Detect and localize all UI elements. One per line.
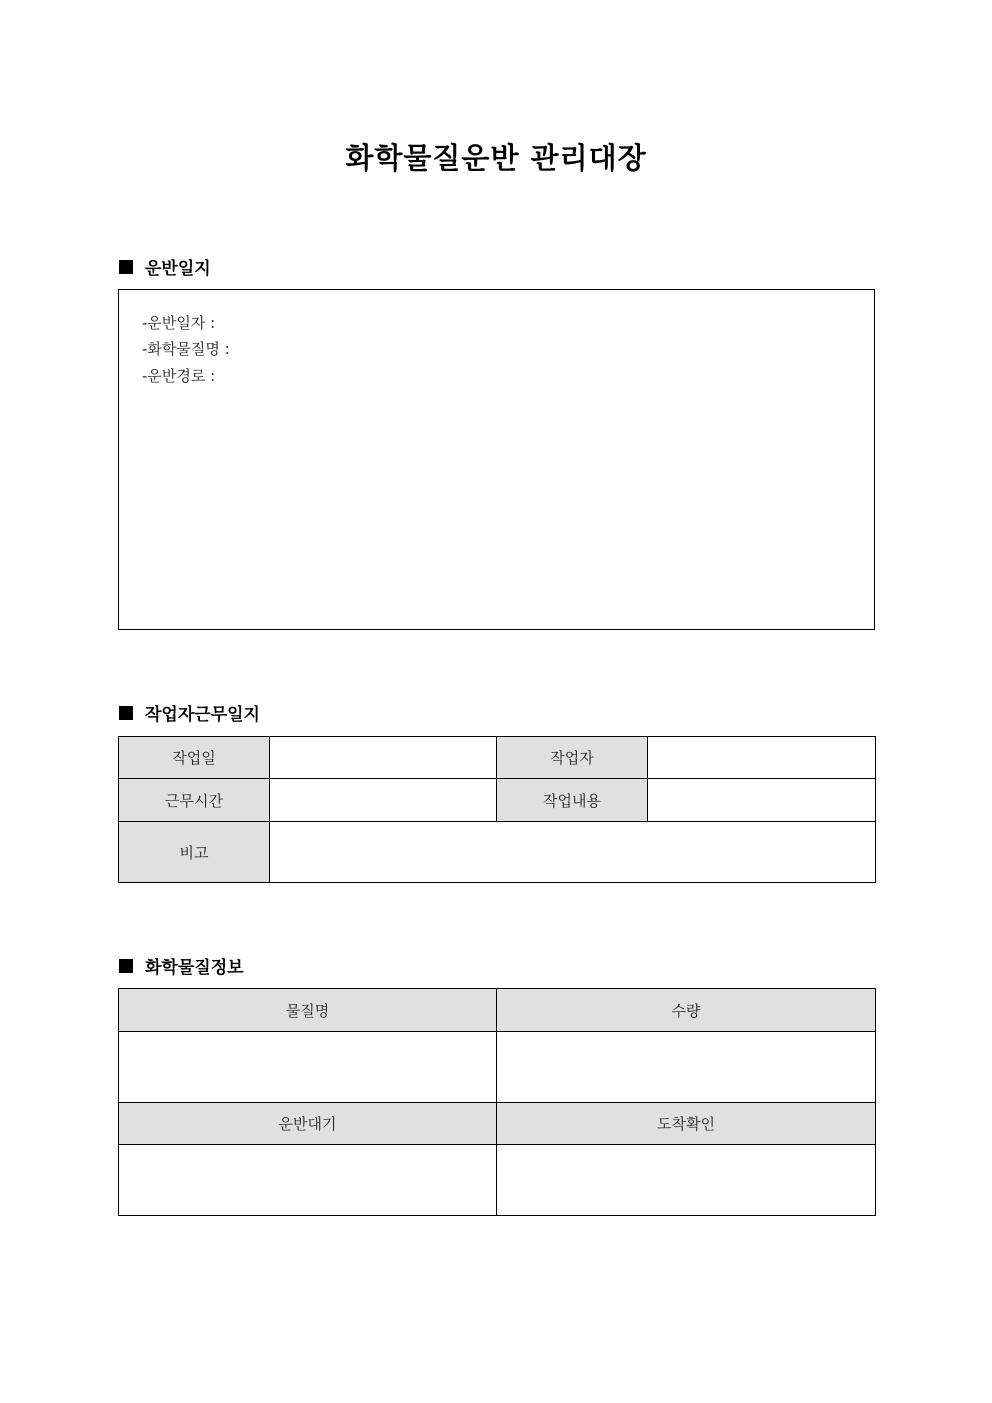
work-hours-field[interactable] [270,779,497,822]
square-bullet-icon [119,706,133,720]
square-bullet-icon [119,260,133,274]
page-title: 화학물질운반 관리대장 [345,141,647,175]
table-row [119,737,876,779]
substance-name-field[interactable] [119,1032,497,1103]
work-content-label: 작업내용 [497,779,648,822]
transport-log-box[interactable] [118,289,875,630]
section-heading-label: 작업자근무일지 [145,705,260,725]
quantity-field[interactable] [497,1032,876,1103]
table-row [119,779,876,822]
transport-date-line: -운반일자 : [142,314,216,332]
table-row [119,1145,876,1216]
section-heading-transport-log [119,254,211,279]
transport-wait-field[interactable] [119,1145,497,1216]
table-row [119,1103,876,1145]
chemical-info-table [118,988,876,1216]
worker-field[interactable] [648,737,876,779]
arrival-check-field[interactable] [497,1145,876,1216]
work-date-label: 작업일 [119,737,270,779]
work-hours-label: 근무시간 [119,779,270,822]
transport-route-line: -운반경로 : [142,367,216,385]
remarks-field[interactable] [270,822,876,883]
quantity-label: 수량 [497,989,876,1032]
work-date-field[interactable] [270,737,497,779]
section-heading-label: 운반일지 [145,259,211,279]
remarks-label: 비고 [119,822,270,883]
section-heading-label: 화학물질정보 [145,958,244,978]
worker-log-table [118,736,876,883]
section-heading-worker-log [119,700,260,725]
table-row [119,822,876,883]
table-row [119,1032,876,1103]
arrival-check-label: 도착확인 [497,1103,876,1145]
table-row [119,989,876,1032]
square-bullet-icon [119,959,133,973]
work-content-field[interactable] [648,779,876,822]
worker-label: 작업자 [497,737,648,779]
transport-wait-label: 운반대기 [119,1103,497,1145]
chemical-name-line: -화학물질명 : [142,340,230,358]
section-heading-chemical-info [119,953,244,978]
substance-name-label: 물질명 [119,989,497,1032]
